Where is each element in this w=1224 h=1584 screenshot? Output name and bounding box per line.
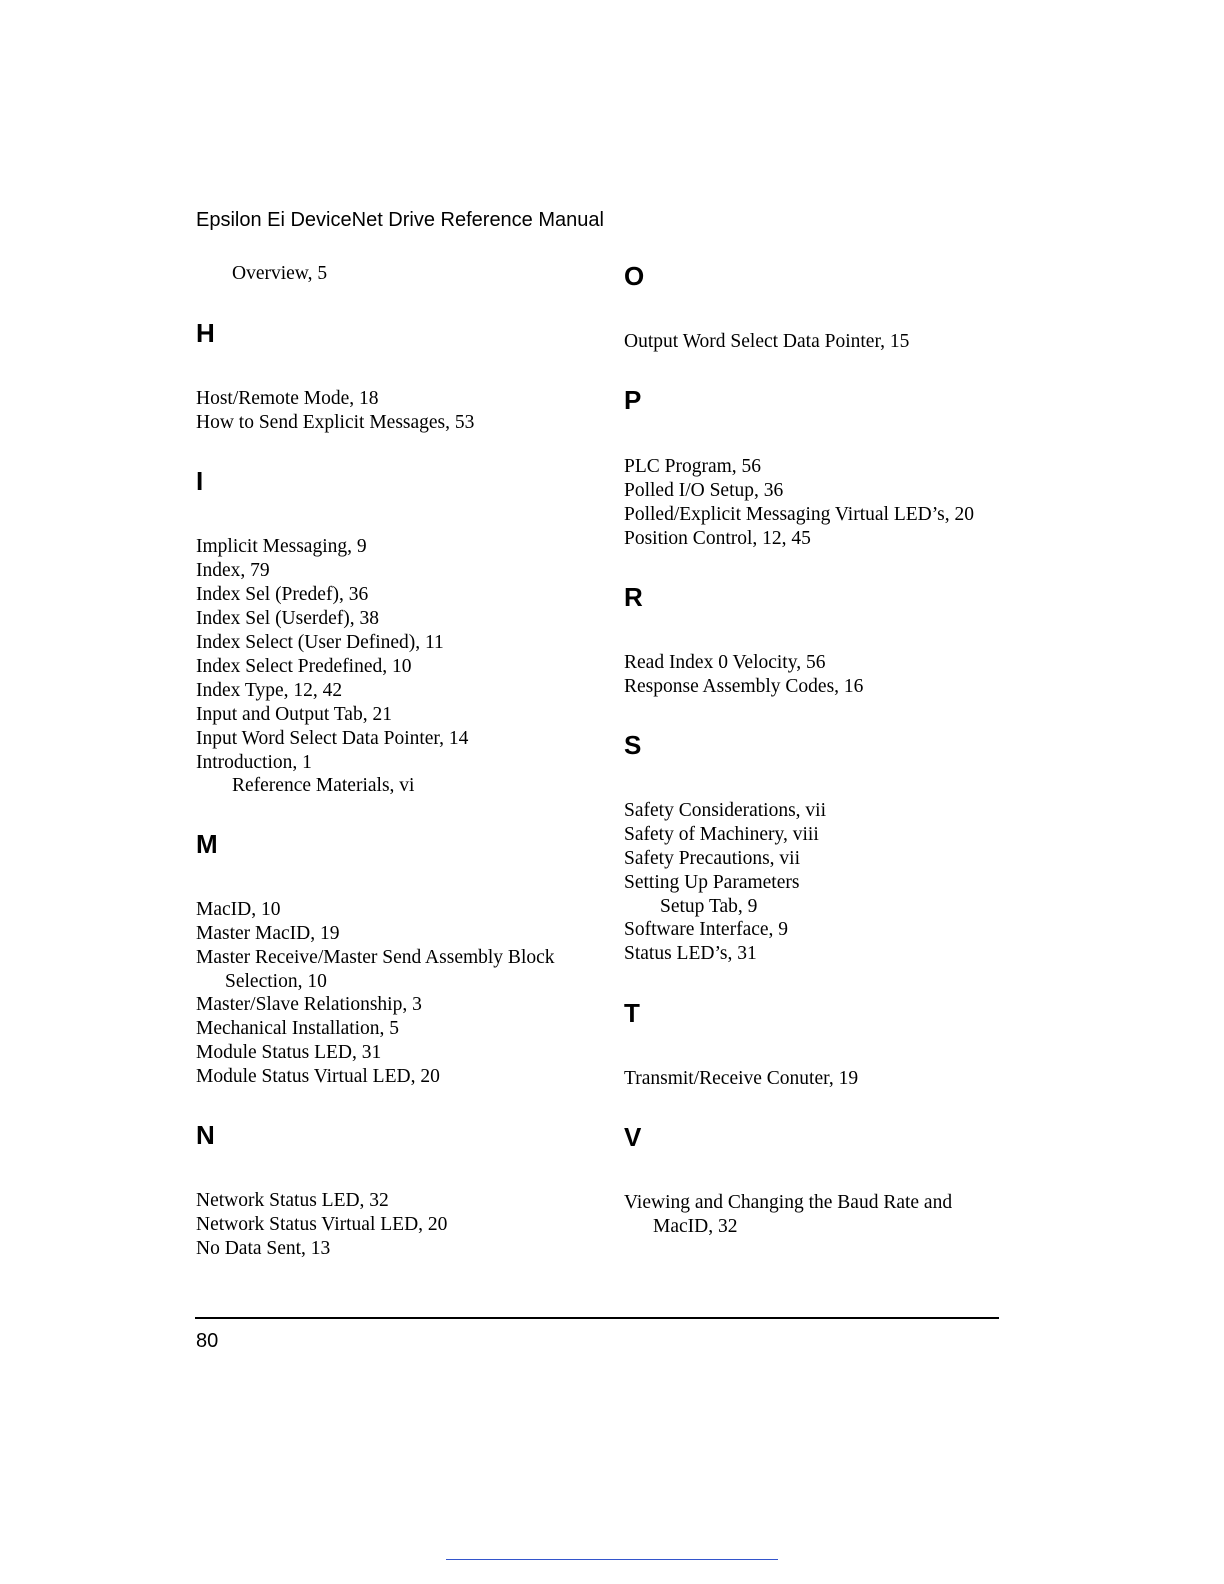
index-entry: Implicit Messaging, 9: [196, 536, 367, 557]
index-entry: Host/Remote Mode, 18: [196, 388, 379, 409]
index-entry-continuation: MacID, 32: [653, 1216, 738, 1237]
index-subentry: Overview, 5: [232, 263, 328, 284]
index-entry: PLC Program, 56: [624, 456, 762, 477]
index-entry: Index Select Predefined, 10: [196, 656, 412, 677]
index-entry: Safety Considerations, vii: [624, 800, 827, 821]
index-entry: Index Type, 12, 42: [196, 680, 343, 701]
page-number: 80: [196, 1330, 219, 1352]
index-entry: Input Word Select Data Pointer, 14: [196, 728, 469, 749]
index-entry: Mechanical Installation, 5: [196, 1018, 400, 1039]
index-entry: Polled/Explicit Messaging Virtual LED’s, 20: [624, 504, 974, 525]
index-entry: No Data Sent, 13: [196, 1238, 331, 1259]
index-entry: Software Interface, 9: [624, 919, 789, 940]
index-entry: Index, 79: [196, 560, 270, 581]
index-entry: Polled I/O Setup, 36: [624, 480, 784, 501]
index-entry: Safety Precautions, vii: [624, 848, 801, 869]
index-subentry: Reference Materials, vi: [232, 775, 415, 796]
section-letter-t: T: [624, 998, 640, 1028]
section-letter-p: P: [624, 385, 642, 415]
bottom-link-underline: [446, 1559, 778, 1560]
index-entry: Read Index 0 Velocity, 56: [624, 652, 826, 673]
index-entry: Master/Slave Relationship, 3: [196, 994, 422, 1015]
index-entry: Safety of Machinery, viii: [624, 824, 819, 845]
section-letter-v: V: [624, 1122, 642, 1152]
footer-rule: [195, 1317, 999, 1319]
section-letter-o: O: [624, 261, 645, 291]
index-entry: Network Status LED, 32: [196, 1190, 389, 1211]
section-letter-h: H: [196, 318, 215, 348]
index-entry: Status LED’s, 31: [624, 943, 757, 964]
index-entry: Master Receive/Master Send Assembly Block: [196, 947, 555, 968]
section-letter-n: N: [196, 1120, 215, 1150]
section-letter-r: R: [624, 582, 643, 612]
index-entry: How to Send Explicit Messages, 53: [196, 412, 475, 433]
section-letter-m: M: [196, 829, 218, 859]
index-entry: Index Select (User Defined), 11: [196, 632, 444, 653]
index-entry: Introduction, 1: [196, 752, 312, 773]
index-entry: Network Status Virtual LED, 20: [196, 1214, 448, 1235]
index-entry: Module Status Virtual LED, 20: [196, 1066, 440, 1087]
index-entry: MacID, 10: [196, 899, 281, 920]
index-entry: Index Sel (Predef), 36: [196, 584, 369, 605]
index-subentry: Setup Tab, 9: [660, 896, 758, 917]
index-entry: Module Status LED, 31: [196, 1042, 382, 1063]
index-entry: Position Control, 12, 45: [624, 528, 811, 549]
section-letter-s: S: [624, 730, 642, 760]
index-entry-continuation: Selection, 10: [225, 971, 327, 992]
index-entry: Viewing and Changing the Baud Rate and: [624, 1192, 953, 1213]
running-header: Epsilon Ei DeviceNet Drive Reference Manual: [196, 209, 604, 231]
index-entry: Input and Output Tab, 21: [196, 704, 392, 725]
index-entry: Setting Up Parameters: [624, 872, 800, 893]
index-entry: Transmit/Receive Conuter, 19: [624, 1068, 859, 1089]
section-letter-i: I: [196, 466, 204, 496]
index-entry: Response Assembly Codes, 16: [624, 676, 864, 697]
index-entry: Output Word Select Data Pointer, 15: [624, 331, 910, 352]
index-entry: Master MacID, 19: [196, 923, 340, 944]
index-entry: Index Sel (Userdef), 38: [196, 608, 380, 629]
